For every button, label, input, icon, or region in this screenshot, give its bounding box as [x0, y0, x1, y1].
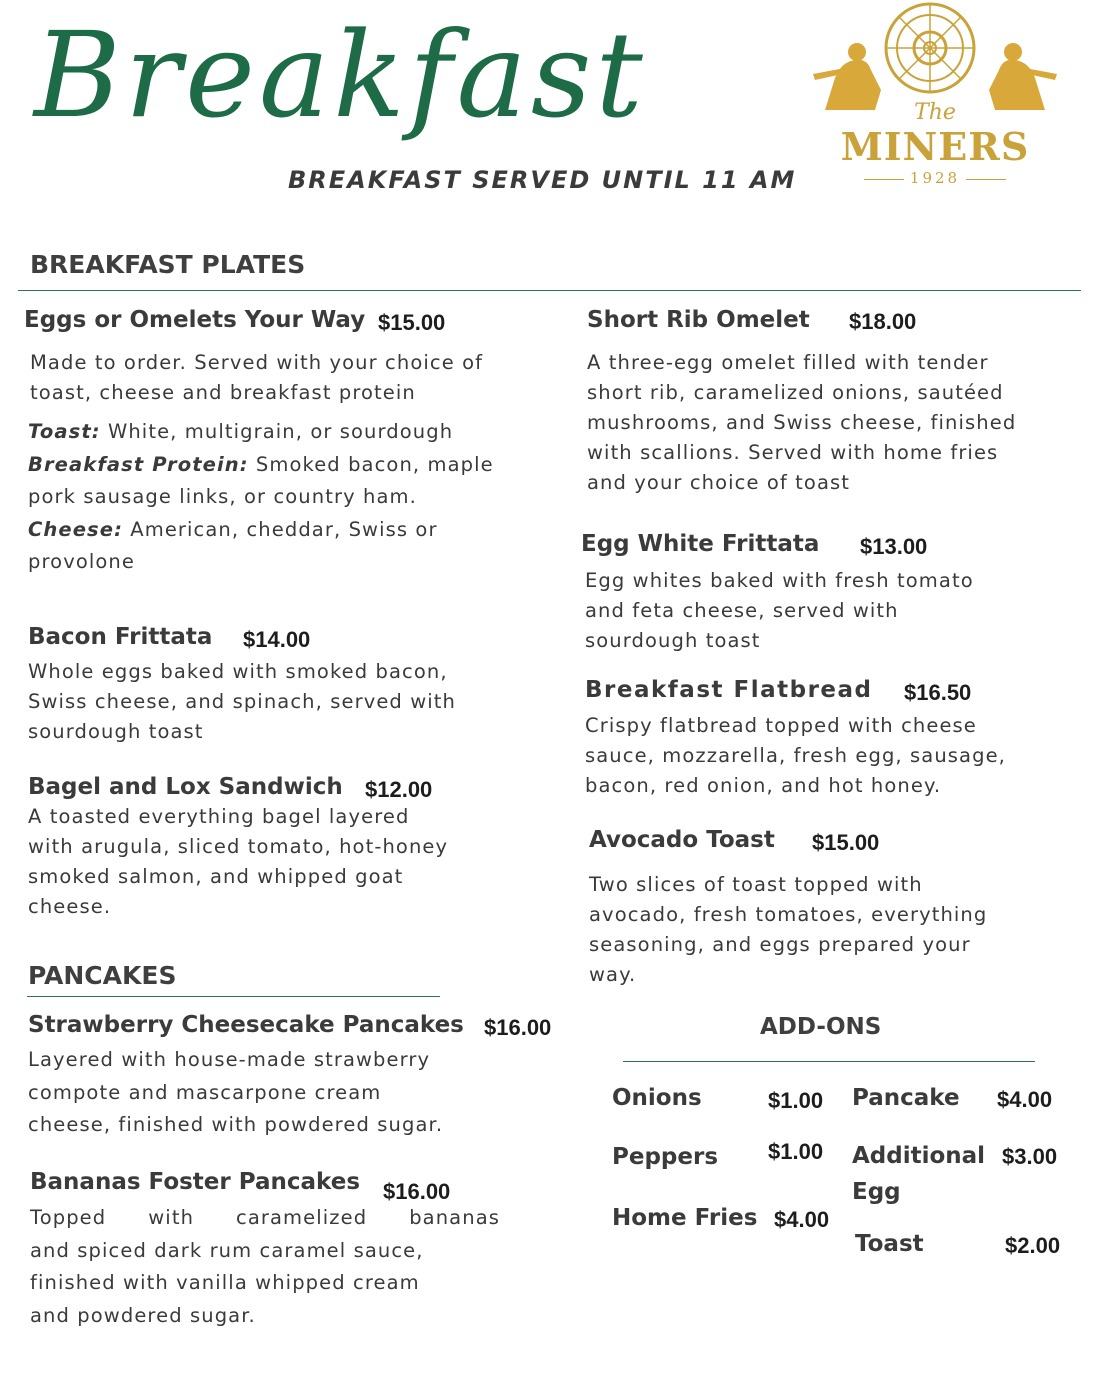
cheese-option-cont: provolone	[28, 550, 135, 573]
item-bananas-pancakes-price: $16.00	[383, 1179, 451, 1204]
item-eggs-omelets-options	[28, 416, 568, 579]
desc-line: and feta cheese, served with	[585, 599, 899, 622]
item-eggs-omelets-desc	[30, 348, 550, 408]
item-flatbread-desc	[585, 711, 1085, 801]
desc-line: and spiced dark rum caramel sauce,	[30, 1238, 424, 1262]
cheese-option	[28, 514, 568, 547]
addon-onions-name: Onions	[612, 1085, 702, 1111]
desc-line: cheese.	[28, 895, 112, 918]
desc-line: Whole eggs baked with smoked bacon,	[28, 660, 448, 683]
desc-line: toast, cheese and breakfast protein	[30, 381, 416, 404]
logo-name-text: MINERS	[840, 124, 1030, 169]
logo-divider	[966, 179, 1006, 180]
item-strawberry-pancakes-name: Strawberry Cheesecake Pancakes	[28, 1012, 464, 1038]
addon-onions-price: $1.00	[768, 1088, 824, 1113]
desc-line: A three-egg omelet filled with tender	[587, 351, 989, 374]
protein-option-value: Smoked bacon, maple	[248, 452, 494, 476]
addon-additional-egg-name	[852, 1138, 985, 1210]
desc-line: A toasted everything bagel layered	[28, 805, 410, 828]
desc-line: avocado, fresh tomatoes, everything	[589, 903, 988, 926]
desc-line: finished with vanilla whipped cream	[30, 1271, 420, 1294]
logo-the-text: The	[914, 100, 956, 125]
item-avocado-name: Avocado Toast	[589, 827, 775, 853]
section-breakfast-plates: BREAKFAST PLATES	[30, 250, 306, 279]
desc-line: and your choice of toast	[587, 471, 850, 494]
item-avocado-desc	[589, 870, 1079, 990]
item-short-rib-price: $18.00	[849, 309, 917, 334]
menu-script-title: Breakfast	[34, 6, 647, 144]
addon-peppers-name: Peppers	[612, 1144, 719, 1170]
addon-peppers-price: $1.00	[768, 1139, 824, 1164]
desc-line: sourdough toast	[28, 720, 204, 743]
addon-additional-egg-price: $3.00	[1002, 1144, 1058, 1169]
addon-pancake-price: $4.00	[997, 1087, 1053, 1112]
item-eggs-omelets-name: Eggs or Omelets Your Way	[24, 307, 366, 333]
addon-home-fries-name: Home Fries	[612, 1205, 758, 1231]
toast-option-value: White, multigrain, or sourdough	[100, 420, 454, 443]
item-egg-white-name: Egg White Frittata	[581, 531, 820, 557]
item-short-rib-name: Short Rib Omelet	[587, 307, 810, 333]
item-egg-white-price: $13.00	[860, 534, 928, 559]
item-bagel-lox-name: Bagel and Lox Sandwich	[28, 774, 343, 800]
toast-option-label: Toast:	[28, 420, 101, 443]
item-flatbread-price: $16.50	[904, 680, 972, 705]
protein-option-cont: pork sausage links, or country ham.	[28, 485, 417, 508]
section-pancakes: PANCAKES	[28, 961, 177, 990]
addon-toast-price: $2.00	[1005, 1233, 1061, 1258]
desc-line: and powdered sugar.	[30, 1303, 256, 1327]
logo-year-row	[805, 169, 1065, 187]
item-avocado-price: $15.00	[812, 830, 880, 855]
section-addons: ADD-ONS	[760, 1014, 882, 1040]
section-rule	[27, 996, 440, 997]
desc-line: Crispy flatbread topped with cheese	[585, 714, 977, 737]
item-bananas-pancakes-desc	[30, 1202, 500, 1332]
addon-pancake-name: Pancake	[852, 1085, 960, 1111]
desc-line: short rib, caramelized onions, sautéed	[587, 381, 1004, 404]
desc-line: smoked salmon, and whipped goat	[28, 865, 404, 888]
logo-divider	[864, 179, 904, 180]
item-bagel-lox-price: $12.00	[365, 777, 433, 802]
section-rule	[623, 1061, 1035, 1062]
item-strawberry-pancakes-price: $16.00	[484, 1015, 552, 1040]
desc-line: Made to order. Served with your choice of	[30, 351, 484, 374]
desc-line: Layered with house-made strawberry	[28, 1048, 431, 1071]
desc-line: Egg whites baked with fresh tomato	[585, 569, 974, 592]
item-bagel-lox-desc	[28, 802, 548, 922]
item-bacon-frittata-name: Bacon Frittata	[28, 624, 213, 650]
protein-option-label: Breakfast Protein:	[28, 452, 249, 476]
desc-line: with scallions. Served with home fries	[587, 441, 999, 464]
item-bacon-frittata-desc	[28, 657, 548, 747]
toast-option	[28, 416, 568, 449]
logo-year-text: 1928	[909, 169, 961, 187]
desc-line: seasoning, and eggs prepared your	[589, 933, 971, 956]
item-bananas-pancakes-name: Bananas Foster Pancakes	[30, 1169, 361, 1195]
addon-toast-name: Toast	[855, 1231, 924, 1257]
desc-line: cheese, finished with powdered sugar.	[28, 1113, 444, 1136]
cheese-option-label: Cheese:	[28, 517, 123, 541]
desc-line: Topped with caramelized bananas	[30, 1206, 500, 1229]
cheese-option-value: American, cheddar, Swiss or	[122, 517, 438, 541]
desc-line: bacon, red onion, and hot honey.	[585, 774, 942, 797]
desc-line: sourdough toast	[585, 629, 761, 652]
desc-line: way.	[589, 963, 637, 986]
miners-logo	[805, 0, 1065, 195]
desc-line: Two slices of toast topped with	[589, 873, 923, 896]
served-until-note: BREAKFAST SERVED UNTIL 11 AM	[288, 166, 797, 194]
item-flatbread-name: Breakfast Flatbread	[585, 677, 873, 703]
desc-line: with arugula, sliced tomato, hot-honey	[28, 835, 449, 858]
item-short-rib-desc	[587, 348, 1087, 498]
desc-line: sauce, mozzarella, fresh egg, sausage,	[585, 744, 1006, 767]
mine-wheel-icon	[805, 0, 1065, 110]
desc-line: Swiss cheese, and spinach, served with	[28, 690, 456, 713]
desc-line: mushrooms, and Swiss cheese, finished	[587, 411, 1017, 434]
section-rule	[18, 290, 1081, 291]
item-strawberry-pancakes-desc	[28, 1044, 568, 1142]
item-egg-white-desc	[585, 566, 1085, 656]
addon-home-fries-price: $4.00	[774, 1207, 830, 1232]
desc-line: compote and mascarpone cream	[28, 1080, 382, 1104]
addon-name-line: Egg	[852, 1179, 901, 1205]
item-eggs-omelets-price: $15.00	[378, 310, 446, 335]
addon-name-line: Additional	[852, 1143, 986, 1169]
protein-option	[28, 449, 568, 482]
item-bacon-frittata-price: $14.00	[243, 627, 311, 652]
